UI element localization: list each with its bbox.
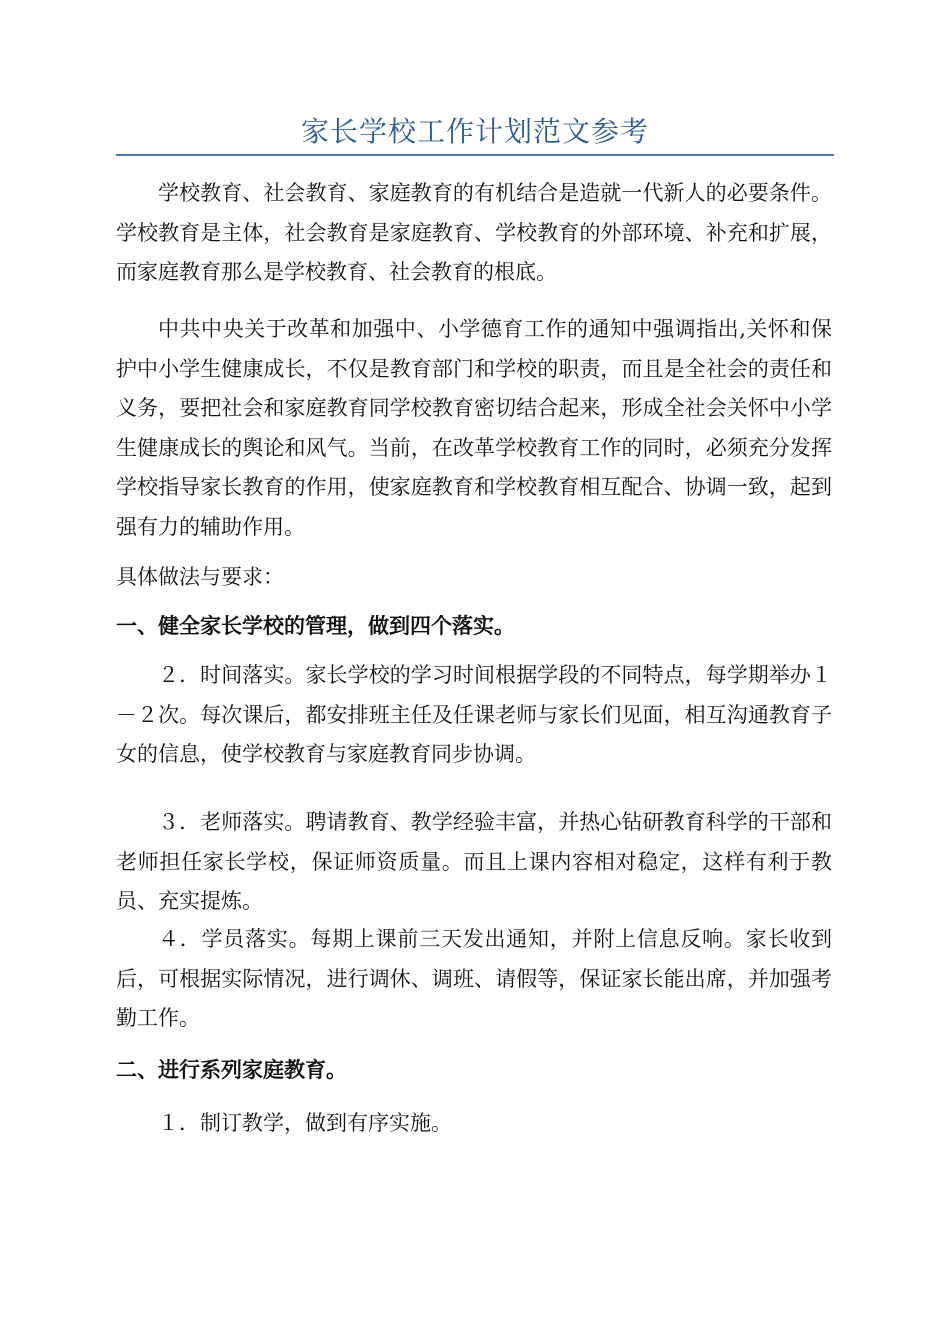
title-underline — [116, 154, 834, 156]
paragraph-directive: 中共中央关于改革和加强中、小学德育工作的通知中强调指出,关怀和保护中小学生健康成长，不仅是教育部门和学校的职责，而且是全社会的责任和义务，要把社会和家庭教育同学校教育密切结合起来，形成全社会关怀中小学生健康成长的舆论和风气。当前，在改革学校教育工作的同时，必须充分发挥学校指导家长教育的作用，使家庭教育和学校教育相互配合、协调一致，起到强有力的辅助作用。 — [116, 317, 832, 539]
section-heading-1: 一、健全家长学校的管理，做到四个落实。 — [116, 613, 515, 638]
document-title: 家长学校工作计划范文参考 — [300, 115, 649, 148]
paragraph-item-student: ４．学员落实。每期上课前三天发出通知，并附上信息反响。家长收到后，可根据实际情况，进行调休、调班、请假等，保证家长能出席，并加强考勤工作。 — [116, 927, 832, 1030]
paragraph-item-teacher: ３．老师落实。聘请教育、教学经验丰富，并热心钻研教育科学的干部和老师担任家长学校，保证师资质量。而且上课内容相对稳定，这样有利于教员、充实提炼。 — [116, 810, 832, 913]
section-heading-2: 二、进行系列家庭教育。 — [116, 1057, 347, 1082]
paragraph-item-time: ２．时间落实。家长学校的学习时间根据学段的不同特点，每学期举办１－２次。每次课后，都安排班主任及任课老师与家长们见面，相互沟通教育子女的信息，使学校教育与家庭教育同步协调。 — [116, 663, 832, 766]
paragraph-item-plan: １．制订教学，做到有序实施。 — [158, 1111, 452, 1135]
paragraph-intro: 学校教育、社会教育、家庭教育的有机结合是造就一代新人的必要条件。学校教育是主体，社会教育是家庭教育、学校教育的外部环境、补充和扩展，而家庭教育那么是学校教育、社会教育的根底。 — [116, 181, 832, 284]
paragraph-method-label: 具体做法与要求： — [116, 565, 284, 589]
